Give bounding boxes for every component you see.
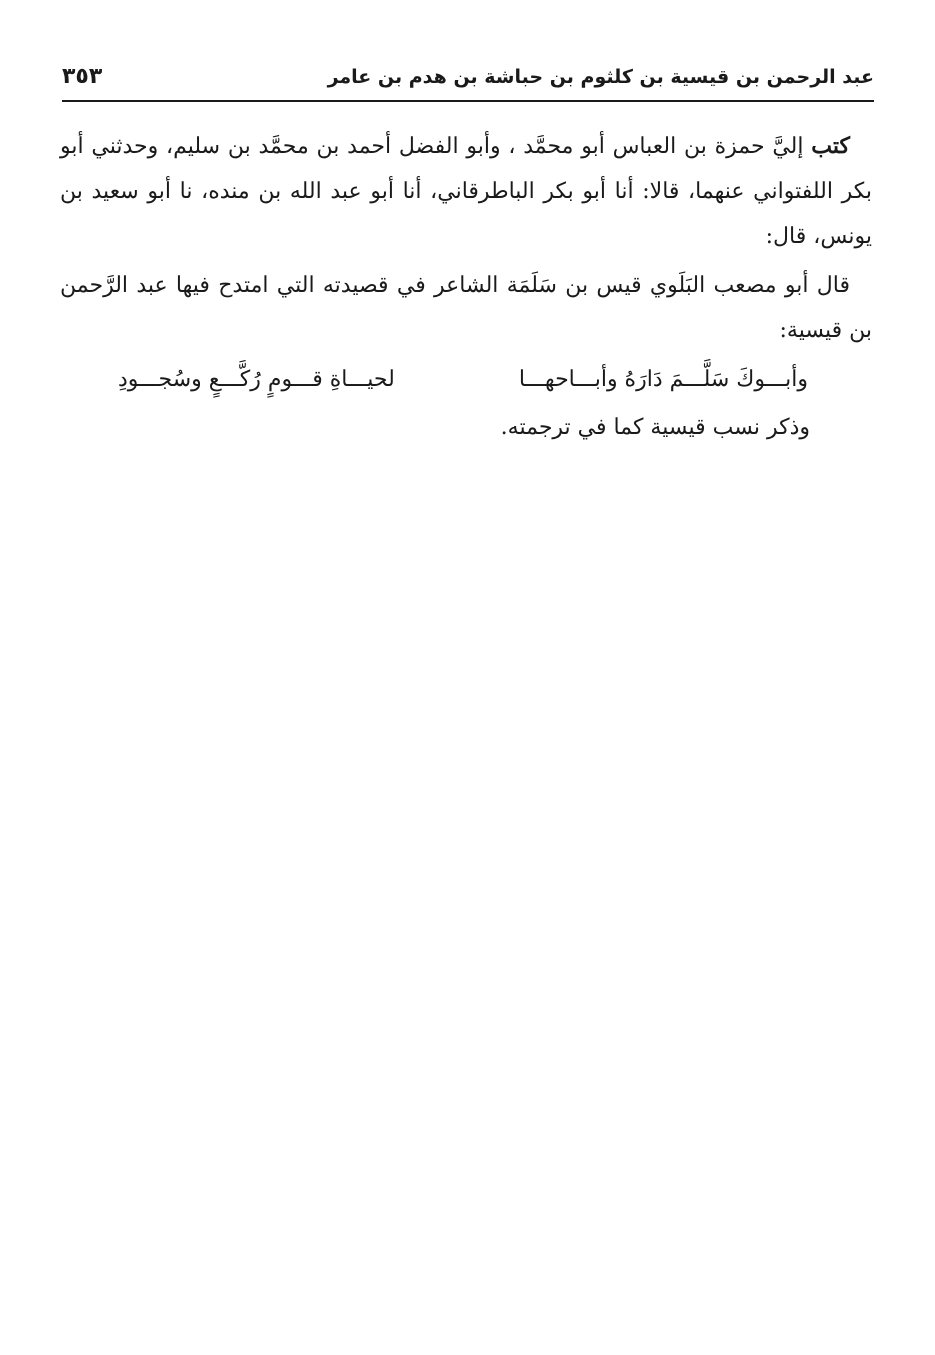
body-text [60,124,872,454]
paragraph-text: إليَّ حمزة بن العباس أبو محمَّد ، وأبو الفضل أحمد بن محمَّد بن سليم، وحدثني أبو بكر اللفتواني عنهما، قالا: أنا أبو بكر الباطرقاني، أنا أبو عبد الله بن منده، نا أبو سعيد بن يونس، قال: [60,134,872,249]
verse-first-hemistich: وأبـــوكَ سَلَّـــمَ دَارَهُ وأبـــاحهـــا [518,367,808,392]
poem-verse [118,357,808,403]
paragraph-poem-intro [60,263,872,353]
verse-second-hemistich: لحيـــاةِ قـــومٍ رُكَّـــعٍ وسُجـــودِ [118,367,395,392]
page-header [62,58,874,98]
paragraph-chain-of-narration [60,124,872,259]
page-number: ٣٥٣ [62,64,103,89]
paragraph-text: وذكر نسب قيسية كما في ترجمته. [500,415,810,440]
lead-word: كتب [811,133,850,159]
paragraph-closing [60,405,810,450]
paragraph-text: قال أبو مصعب البَلَوي قيس بن سَلَمَة الشاعر في قصيدته التي امتدح فيها عبد الرَّحمن بن قيسية: [60,273,872,343]
header-rule [62,100,874,102]
running-title: عبد الرحمن بن قيسية بن كلثوم بن حباشة بن هدم بن عامر [327,66,874,88]
